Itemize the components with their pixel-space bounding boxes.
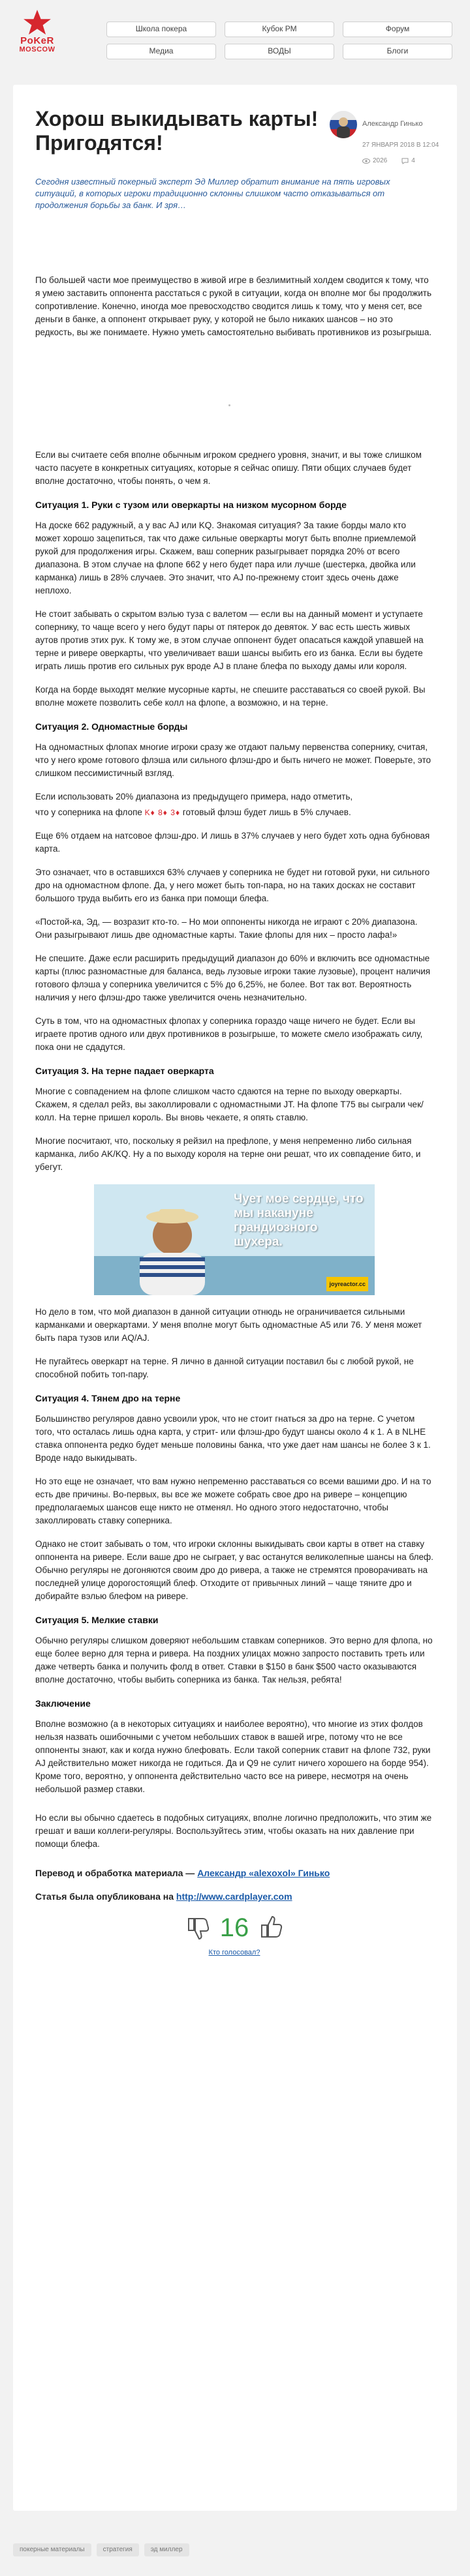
paragraph: Но если вы обычно сдаетесь в подобных ситуациях, вполне логично предположить, что этим же грешат и ваши коллеги-регуляры. Воспользуйтесь этим, чтобы оказать на них давление при помощи блефа.: [35, 1813, 432, 1849]
nav-media[interactable]: Медиа: [106, 44, 216, 59]
author-block: [330, 111, 447, 166]
flop-cards: K♦ 8♦ 3♦: [144, 808, 181, 817]
paragraph: Еще 6% отдаем на натсовое флэш-дро. И лишь в 37% случаев у него будет хоть одна бубновая карта.: [35, 831, 430, 854]
source-link[interactable]: http://www.cardplayer.com: [176, 1891, 292, 1902]
paragraph: Однако не стоит забывать о том, что игроки склонны выкидывать свои карты в ответ на ставку оппонента на ривере. Если ваше дро не сыграет, у вас останутся великолепные шансы на блеф. Обычно регуляры не догоняются своим дро до ривера, а также не стремятся проворачивать на последней улице дорогостоящий блеф. Отходите от привычных линий – чаще тяните дро и добирайте вэлью блефом на ривере.: [35, 1539, 433, 1601]
divider-dot: [228, 404, 230, 406]
article-intro: [35, 274, 433, 350]
title-block: [35, 107, 322, 155]
eye-icon: [362, 158, 370, 164]
nav-forum[interactable]: Форум: [343, 22, 452, 37]
meme-watermark: joyreactor.cc: [326, 1277, 368, 1291]
comment-icon: [401, 158, 409, 164]
who-voted-link[interactable]: Кто голосовал?: [208, 1949, 260, 1956]
flag-avatar-icon: [330, 111, 357, 138]
section-heading-3: Ситуация 3. На терне падает оверкарта: [35, 1066, 214, 1076]
comments-counter[interactable]: [401, 157, 415, 166]
thumbs-up-icon[interactable]: [258, 1915, 284, 1941]
meme-image: [94, 1184, 375, 1295]
paragraph: Не спешите. Даже если расширить предыдущий диапазон до 60% и включить все одномастные карты (плюс разномастные для баланса, ведь лузовые игроки такие лузовые), процент наличия готового флэша у соперника увеличится с 5% до 6,25%, не более. Вот так вот. Вероятность наличия у него флэш-дро также увеличится очень незначительно.: [35, 953, 431, 1002]
nav-vody[interactable]: ВОДЫ: [225, 44, 334, 59]
logo-text-top: PoKeR: [20, 35, 54, 46]
paragraph: По большей части мое преимущество в живой игре в безлимитный холдем сводится к тому, что я умею заставить оппонента расстаться с рукой в ситуации, когда он вполне мог бы продолжить сопротивление. Конечно, иногда мое превосходство сводится лишь к тому, что у меня сет, все деньги в банке, а оппонент открывает руку, у которой не было никаких шансов – но это редкость, вы же понимаете. Нужно уметь самостоятельно выбивать противников из розыгрыша.: [35, 275, 432, 337]
article-stats: [362, 157, 447, 166]
views-count: 2026: [373, 157, 388, 165]
paragraph: Но дело в том, что мой диапазон в данной ситуации отнюдь не ограничивается сильными карманками и оверкартами. У меня вполне могут быть одномастные A5 или 76. У меня может быть пара тузов или AQ/AJ.: [35, 1307, 422, 1343]
vote-count: 16: [219, 1913, 249, 1942]
paragraph: Обычно регуляры слишком доверяют небольшим ставкам соперников. Это верно для флопа, но еще более верно для терна и ривера. На поздних улицах можно запросто поставить треть или даже четверть банка и получить фолд в ответ. Ставки в $150 в банк $500 часто оказываются вполне достаточно, чтобы выбить соперника из банка. Так нельзя, ребята!: [35, 1636, 433, 1685]
source-credit: [35, 1890, 433, 1903]
meme-caption: Чует мое сердце, что мы накануне грандиозного шухера.: [234, 1192, 364, 1249]
tag-item[interactable]: эд миллер: [144, 2543, 189, 2556]
paragraph: Не стоит забывать о скрытом вэлью туза с валетом — если вы на данный момент и уступаете сопернику, то чаще всего у него будут пары от пятерок до девяток. У вас есть шесть живых аутов против этих рук. К тому же, в этом случае оппонент будет опасаться каждой упавшей на терне и ривере оверкарты, что увеличивает ваши шансы выбить его из банка. Если вы будете играть лишь против его сильных рук вроде AJ в плане блефа по выходу дамы или короля.: [35, 609, 424, 671]
nav-rm-cup[interactable]: Кубок РМ: [225, 22, 334, 37]
paragraph: Не пугайтесь оверкарт на терне. Я лично в данной ситуации поставил бы с любой рукой, не способной побить топ-пару.: [35, 1356, 414, 1379]
paragraph: Многие посчитают, что, поскольку я рейзил на префлопе, у меня непременно либо сильная карманка, либо AK/KQ. Ну а по выходу короля на терне они решат, что их совпадение бито, и убегут.: [35, 1136, 421, 1172]
views-counter: [362, 157, 387, 166]
paragraph: Вполне возможно (а в некоторых ситуациях и наиболее вероятно), что многие из этих фолдов нельзя назвать ошибочными с учетом небольших ставок в вашей игре, потому что не все оппоненты знают, как и когда нужно блефовать. Если такой соперник ставит на флопе 732, руки AJ действительно может никогда не годиться. Да и Q9 не сулит ничего хорошего на борде 954). Кроме того, вероятно, у оппонента действительно часто все на ривере, несмотря на очень небольшой размер ставки.: [35, 1719, 431, 1794]
star-icon: [23, 9, 52, 35]
article-body: [35, 449, 433, 1959]
site-logo[interactable]: [14, 9, 60, 63]
paragraph: Большинство регуляров давно усвоили урок, что не стоит гнаться за дро на терне. С учетом того, что осталась лишь одна карта, у стрит- или флэш-дро будут шансы около 4 к 1. А в NLHE ставка оппонента редко будет меньше половины банка, что уже дает нам шансы не более 3 к 1. Вроде надо выкидывать.: [35, 1414, 431, 1463]
article-lead: Сегодня известный покерный эксперт Эд Миллер обратит внимание на пять игровых ситуаций, в которых игроки традиционно склонны слишком часто отказываться от продолжения борьбы за банк. И зря…: [35, 177, 390, 210]
article-card: [13, 85, 457, 2511]
avatar[interactable]: [330, 111, 357, 138]
section-heading-2: Ситуация 2. Одномастные борды: [35, 721, 188, 732]
translator-link[interactable]: Александр «alexoxol» Гинько: [197, 1868, 330, 1878]
paragraph: Многие с совпадением на флопе слишком часто сдаются на терне по выходу оверкарты. Скажем, я сделал рейз, вы заколлировали с одномастными JT. На флопе T75 вы сыграли чек/колл. На терне пришел король. Вы вновь чекаете, я опять ставлю.: [35, 1086, 424, 1122]
paragraph: Если использовать 20% диапазона из предыдущего примера, надо отметить,: [35, 792, 353, 801]
paragraph: Это означает, что в оставшихся 63% случаев у соперника не будет ни готовой руки, ни сильного дро на одномастном флопе. Да, у него может быть топ-пара, но на таких досках не составит большого труда выбить его из банка при помощи блефа.: [35, 867, 430, 903]
paragraph-with-cards: [35, 806, 433, 819]
paragraph: Но это еще не означает, что вам нужно непременно расставаться со всеми вашими дро. И на то есть две причины. Во-первых, вы все же можете собрать свое дро на ривере – концепцию предполагаемых шансов еще никто не отменял. Но одного этого недостаточно, чтобы заколлировать ставку соперника.: [35, 1476, 431, 1525]
tag-item[interactable]: покерные материалы: [13, 2543, 91, 2556]
tag-list: [13, 2543, 189, 2556]
paragraph: Суть в том, что на одномастных флопах у соперника гораздо чаще ничего не будет. Если вы играете против одного или двух противников в розыгрыше, то можете смело изображать силу, пока они не сдадутся.: [35, 1016, 423, 1052]
paragraph: «Постой-ка, Эд, — возразит кто-то. – Но мои оппоненты никогда не играют с 20% диапазона. Они разыгрывают лишь две одномастные карты. Такие флопы для них – просто лафа!»: [35, 917, 418, 940]
paragraph: На доске 662 радужный, а у вас AJ или KQ. Знакомая ситуация? За такие борды мало кто может хорошо зацепиться, так что даже сильные оверкарты могут быть вполне приемлемой рукой для продолжения игры. Скажем, ваш соперник разыгрывает порядка 20% от всего диапазона. В этом случае на флопе 662 у него будет пара или лучше (шестерка, двойка или карманка) лишь в 28% случаев. Это значит, что AJ по-прежнему стоит здесь очень даже неплохо.: [35, 520, 416, 595]
thumbs-down-icon[interactable]: [185, 1915, 211, 1941]
nav-blogs[interactable]: Блоги: [343, 44, 452, 59]
paragraph: Когда на борде выходят мелкие мусорные карты, не спешите расставаться со своей рукой. Вы вполне можете позволить себе колл на флопе, а возможно, и на терне.: [35, 685, 426, 708]
credit-label: Перевод и обработка материала —: [35, 1868, 198, 1878]
paragraph: Если вы считаете себя вполне обычным игроком среднего уровня, значит, и вы тоже слишком часто пасуете в конкретных ситуациях, которые я сейчас опишу. Пяти общих случаев будет вполне достаточно, чтобы понять, о чем я.: [35, 450, 422, 486]
author-name[interactable]: Александр Гинько: [362, 120, 423, 128]
paragraph-part: готовый флэш будет лишь в 5% случаев.: [182, 807, 351, 817]
section-heading-1: Ситуация 1. Руки с тузом или оверкарты на низком мусорном борде: [35, 500, 347, 510]
paragraph-part: что у соперника на флопе: [35, 807, 142, 817]
section-heading-conclusion: Заключение: [35, 1698, 91, 1709]
article-title: Хорош выкидывать карты! Пригодятся!: [35, 107, 319, 155]
vote-widget: [35, 1913, 433, 1942]
paragraph: На одномастных флопах многие игроки сразу же отдают пальму первенства сопернику, считая, что у него кроме готового флэша или сильного флэш-дро и быть ничего не может. Поверьте, это слишком пессимистичный взгляд.: [35, 742, 431, 778]
section-heading-5: Ситуация 5. Мелкие ставки: [35, 1615, 159, 1625]
source-label: Статья была опубликована на: [35, 1891, 176, 1902]
main-nav: [106, 22, 452, 66]
translation-credit: [35, 1866, 433, 1880]
comments-count: 4: [411, 157, 415, 165]
publish-date: 27 ЯНВАРЯ 2018 В 12:04: [362, 142, 439, 149]
section-heading-4: Ситуация 4. Тянем дро на терне: [35, 1393, 181, 1403]
logo-text-bottom: MOSCOW: [19, 46, 55, 53]
site-header: [0, 0, 470, 72]
nav-poker-school[interactable]: Школа покера: [106, 22, 216, 37]
tag-item[interactable]: стратегия: [97, 2543, 139, 2556]
